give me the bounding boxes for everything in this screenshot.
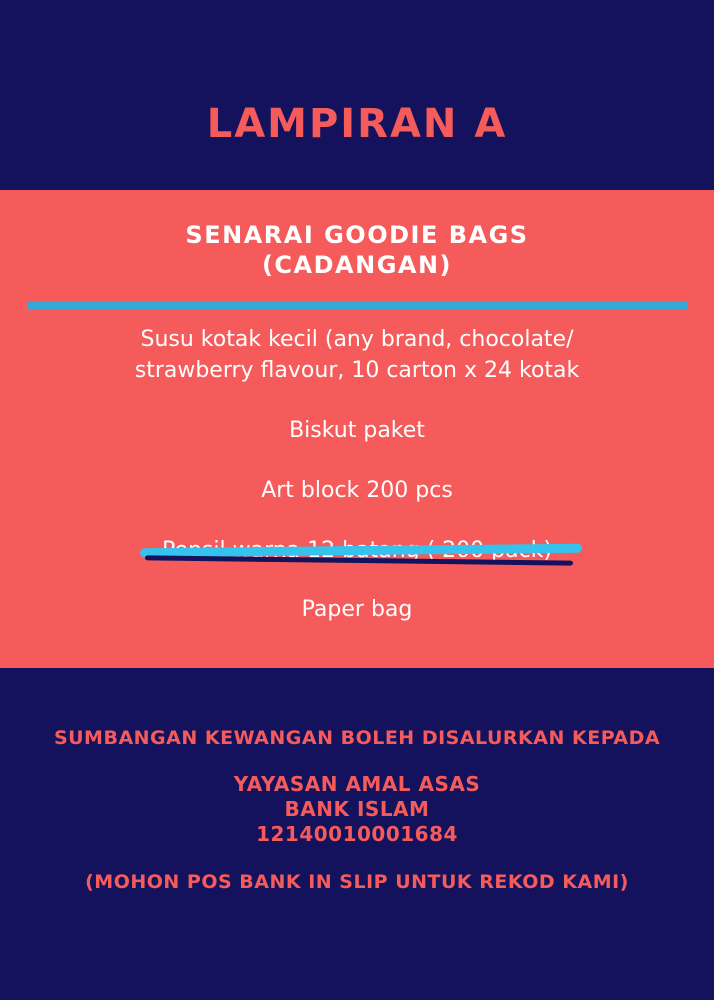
header-band: [0, 0, 714, 190]
list-item-art-block: Art block 200 pcs: [261, 478, 453, 503]
goodie-bags-panel: [0, 190, 714, 668]
divider-rule: [27, 302, 688, 309]
list-item-milk-line1: Susu kotak kecil (any brand, chocolate/: [140, 327, 574, 352]
footer-note: (MOHON POS BANK IN SLIP UNTUK REKOD KAMI): [85, 871, 629, 893]
panel-subtitle-line1: SENARAI GOODIE BAGS: [185, 221, 529, 249]
account-number: 12140010001684: [256, 822, 458, 846]
panel-subtitle-line2: (CADANGAN): [261, 251, 453, 279]
list-item-milk-line2: strawberry flavour, 10 carton x 24 kotak: [134, 358, 580, 383]
bank-name: BANK ISLAM: [284, 797, 430, 821]
panel-subtitle: [0, 220, 714, 280]
donation-heading: SUMBANGAN KEWANGAN BOLEH DISALURKAN KEPADA: [53, 727, 661, 749]
foundation-name: YAYASAN AMAL ASAS: [233, 772, 481, 796]
page-title: LAMPIRAN A: [206, 101, 508, 147]
list-item-paper-bag: Paper bag: [301, 597, 413, 622]
list-item-biscuit: Biskut paket: [289, 418, 425, 443]
